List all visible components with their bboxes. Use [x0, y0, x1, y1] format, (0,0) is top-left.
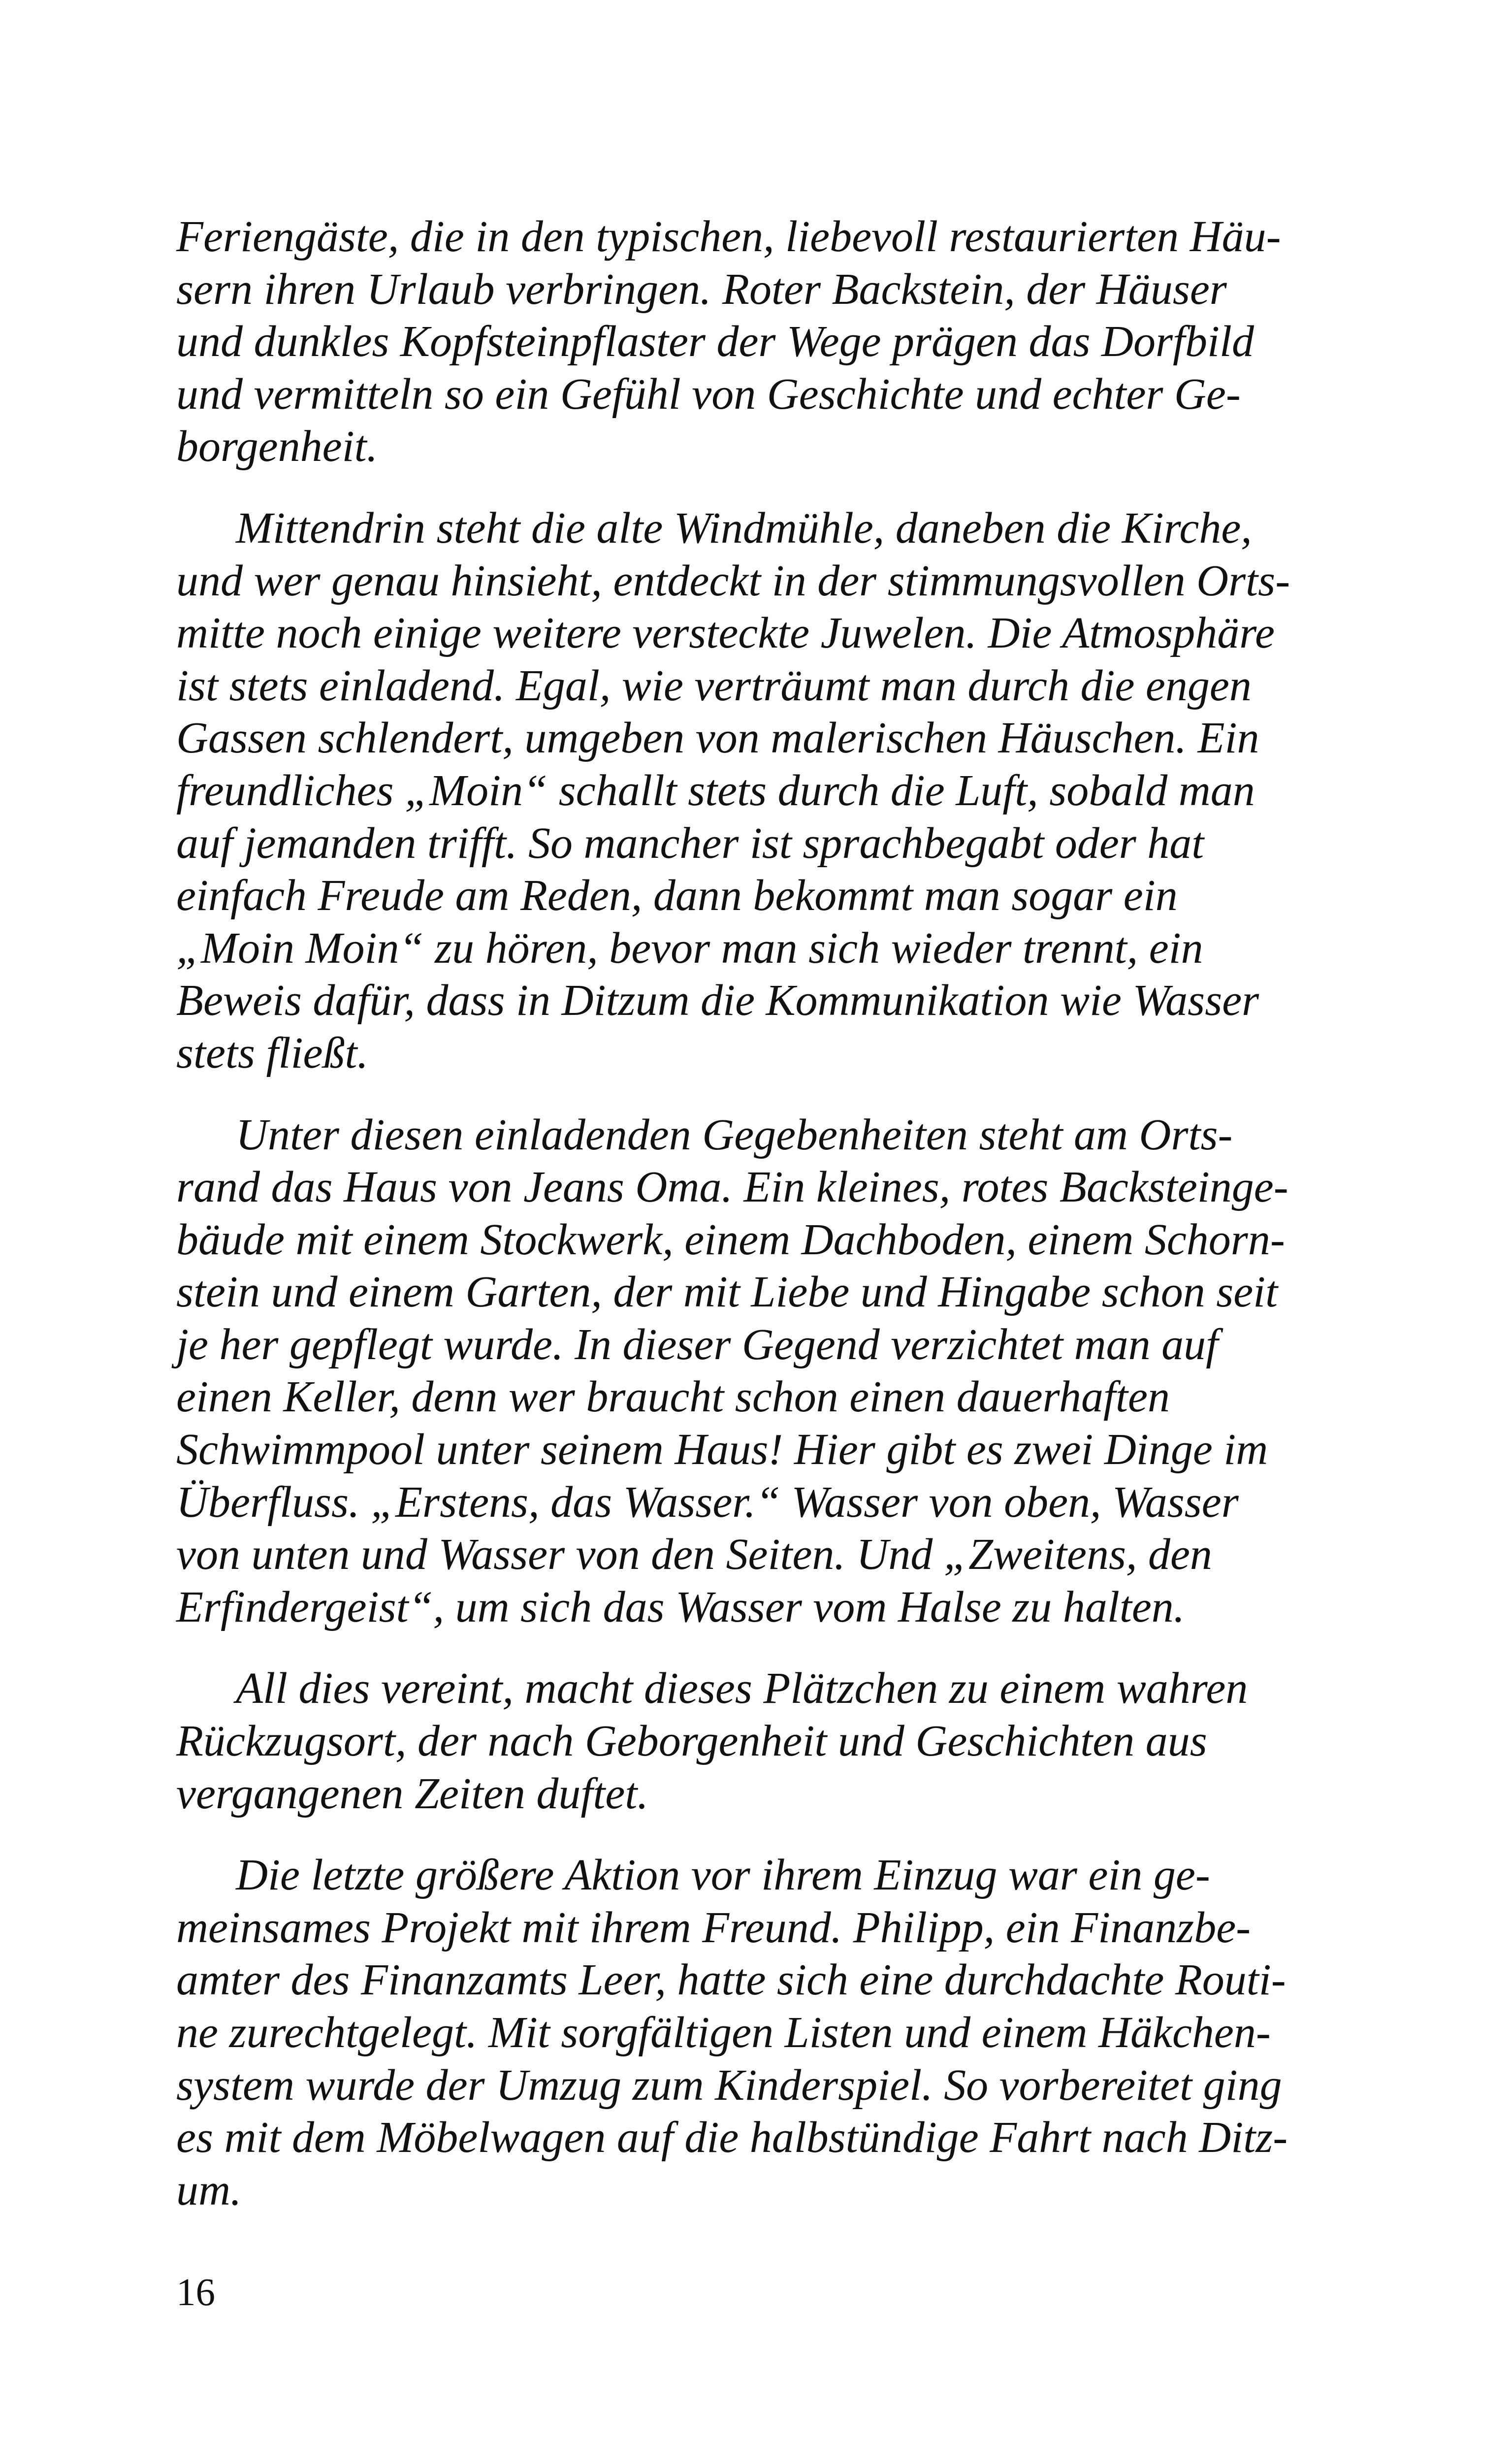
- text-line: von unten und Wasser von den Seiten. Und „Zweitens, den: [176, 1530, 1212, 1579]
- paragraph: [176, 1662, 1328, 1820]
- text-line: Unter diesen einladenden Gegebenheiten steht am Orts-: [236, 1110, 1233, 1159]
- paragraph-gap: [176, 1633, 1328, 1662]
- text-line: Überfluss. „Erstens, das Wasser.“ Wasser von oben, Wasser: [176, 1477, 1239, 1527]
- text-line: amter des Finanzamts Leer, hatte sich eine durchdachte Routi-: [176, 1955, 1286, 2005]
- text-line: stein und einem Garten, der mit Liebe und Hingabe schon seit: [176, 1268, 1278, 1317]
- text-line: und vermitteln so ein Gefühl von Geschichte und echter Ge-: [176, 369, 1241, 419]
- text-line: einfach Freude am Reden, dann bekommt man sogar ein: [176, 871, 1178, 920]
- text-line: freundliches „Moin“ schallt stets durch die Luft, sobald man: [176, 766, 1255, 815]
- text-line: Schwimmpool unter seinem Haus! Hier gibt es zwei Dinge im: [176, 1425, 1268, 1474]
- text-line: All dies vereint, macht dieses Plätzchen zu einem wahren: [236, 1664, 1248, 1713]
- paragraph: [176, 1849, 1328, 2216]
- text-line: vergangenen Zeiten duftet.: [176, 1769, 648, 1818]
- text-line: Die letzte größere Aktion vor ihrem Einzug war ein ge-: [236, 1851, 1210, 1900]
- text-line: je her gepflegt wurde. In dieser Gegend verzichtet man auf: [176, 1320, 1219, 1369]
- paragraph: [176, 211, 1328, 473]
- text-line: rand das Haus von Jeans Oma. Ein kleines, rotes Backsteinge-: [176, 1163, 1288, 1212]
- text-line: Beweis dafür, dass in Ditzum die Kommunikation wie Wasser: [176, 976, 1259, 1025]
- text-line: mitte noch einige weitere versteckte Juwelen. Die Atmosphäre: [176, 609, 1275, 658]
- text-line: einen Keller, denn wer braucht schon einen dauerhaften: [176, 1372, 1170, 1422]
- text-line: ne zurechtgelegt. Mit sorgfältigen Listen und einem Häkchen-: [176, 2008, 1271, 2057]
- page-number: 16: [176, 2271, 215, 2314]
- text-line: auf jemanden trifft. So mancher ist sprachbegabt oder hat: [176, 818, 1204, 868]
- text-line: ist stets einladend. Egal, wie verträumt man durch die engen: [176, 661, 1252, 710]
- text-line: meinsames Projekt mit ihrem Freund. Philipp, ein Finanzbe-: [176, 1903, 1251, 1952]
- text-line: „Moin Moin“ zu hören, bevor man sich wieder trennt, ein: [176, 923, 1203, 973]
- paragraph-gap: [176, 473, 1328, 502]
- text-line: borgenheit.: [176, 422, 378, 471]
- text-line: Erfindergeist“, um sich das Wasser vom Halse zu halten.: [176, 1582, 1185, 1631]
- text-line: Gassen schlendert, umgeben von malerischen Häuschen. Ein: [176, 714, 1259, 763]
- text-line: Rückzugsort, der nach Geborgenheit und Geschichten aus: [176, 1717, 1207, 1766]
- paragraph: [176, 502, 1328, 1080]
- text-line: stets fließt.: [176, 1028, 368, 1077]
- paragraph-gap: [176, 1820, 1328, 1849]
- text-line: und dunkles Kopfsteinpflaster der Wege prägen das Dorfbild: [176, 317, 1255, 366]
- text-line: es mit dem Möbelwagen auf die halbstündige Fahrt nach Ditz-: [176, 2113, 1288, 2162]
- paragraph: [176, 1109, 1328, 1634]
- text-line: und wer genau hinsieht, entdeckt in der stimmungsvollen Orts-: [176, 556, 1290, 605]
- text-line: system wurde der Umzug zum Kinderspiel. So vorbereitet ging: [176, 2060, 1282, 2110]
- paragraph-gap: [176, 1080, 1328, 1109]
- text-line: bäude mit einem Stockwerk, einem Dachboden, einem Schorn-: [176, 1215, 1285, 1264]
- text-line: Mittendrin steht die alte Windmühle, daneben die Kirche,: [236, 503, 1252, 553]
- text-line: Feriengäste, die in den typischen, liebevoll restaurierten Häu-: [176, 212, 1281, 261]
- text-line: sern ihren Urlaub verbringen. Roter Backstein, der Häuser: [176, 264, 1227, 314]
- body-text: [176, 211, 1328, 2216]
- text-line: um.: [176, 2165, 242, 2215]
